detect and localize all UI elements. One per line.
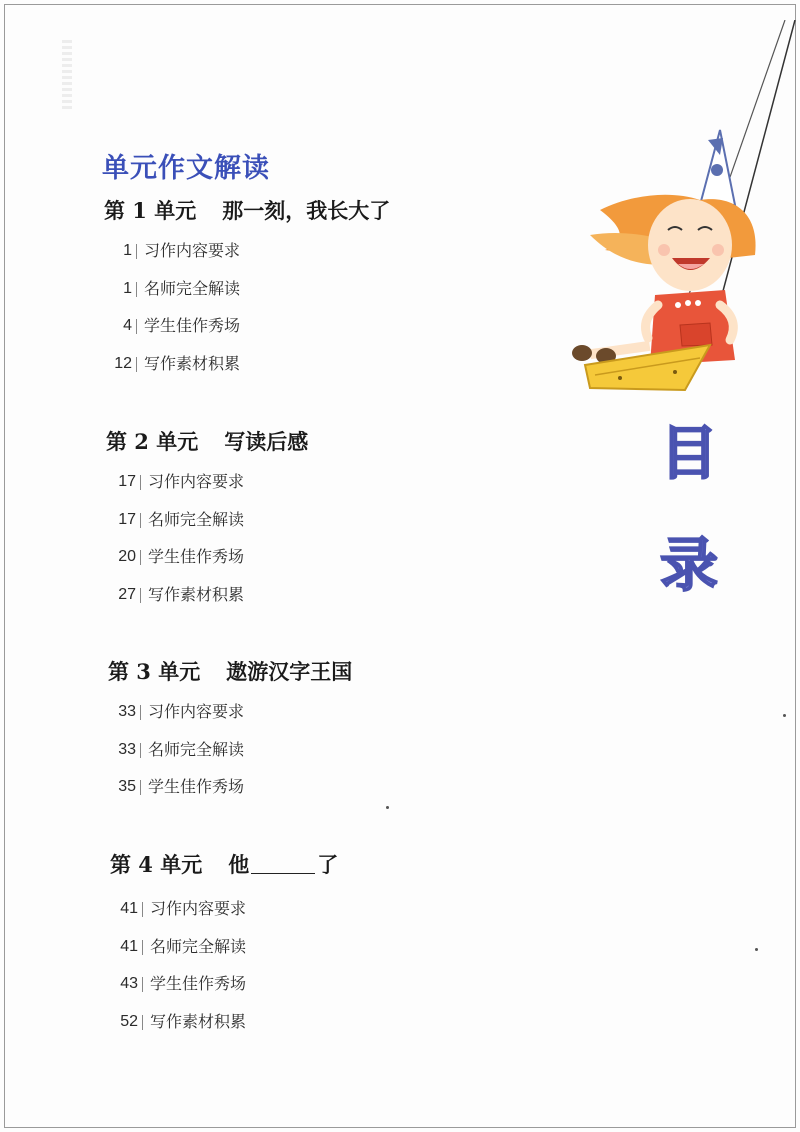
page-number: 35 [118, 778, 136, 795]
page-number: 12 [114, 354, 132, 372]
unit-number: 第 2 单元 [106, 429, 199, 454]
page-number: 52 [120, 1012, 138, 1030]
unit-1 [104, 196, 390, 376]
toc-entry[interactable] [104, 693, 348, 731]
section-title: 单元作文解读 [102, 153, 270, 184]
entry-label: 学生佳作秀场 [150, 974, 247, 993]
unit-name [228, 850, 338, 880]
toc-entry[interactable] [100, 232, 386, 270]
entry-label: 学生佳作秀场 [148, 777, 245, 796]
unit-name: 那一刻，我长大了 [222, 198, 391, 223]
unit-2 [106, 427, 308, 607]
speck [783, 714, 786, 717]
unit-heading[interactable] [104, 196, 390, 226]
unit-number: 第 1 单元 [104, 198, 197, 223]
separator [140, 743, 141, 758]
page-number: 33 [118, 740, 136, 758]
entry-label: 名师完全解读 [148, 509, 245, 529]
page-number: 33 [118, 703, 136, 720]
separator [140, 588, 141, 603]
unit-name-prefix: 他 [228, 852, 250, 877]
hat-icon [700, 130, 735, 205]
page-number: 1 [123, 242, 132, 259]
page-number: 41 [120, 900, 138, 917]
toc-entry[interactable] [100, 345, 386, 383]
separator [140, 550, 141, 565]
entry-label: 名师完全解读 [150, 936, 247, 956]
entry-label: 习作内容要求 [148, 702, 245, 721]
unit-name: 遨游汉字王国 [226, 659, 353, 684]
separator [136, 357, 137, 372]
separator [142, 1015, 143, 1030]
toc-entry[interactable] [104, 463, 306, 501]
unit-number: 第 4 单元 [110, 852, 203, 877]
girl-on-swing-illustration [560, 20, 800, 400]
unit-heading[interactable] [110, 850, 338, 880]
entry-label: 习作内容要求 [148, 472, 245, 491]
entry-label: 名师完全解读 [148, 739, 245, 759]
face-icon [648, 199, 732, 291]
separator [140, 475, 141, 490]
separator [136, 319, 137, 334]
entry-label: 写作素材积累 [148, 584, 245, 604]
separator [140, 513, 141, 528]
side-title-char: 录 [660, 531, 719, 599]
entry-label: 名师完全解读 [144, 278, 241, 298]
unit-name-suffix: 了 [317, 852, 339, 877]
page-number: 4 [123, 317, 132, 334]
page-number: 27 [118, 585, 136, 603]
page-number: 1 [123, 279, 132, 297]
unit-4 [110, 850, 338, 1030]
entry-label: 写作素材积累 [150, 1011, 247, 1031]
speck [755, 948, 758, 951]
side-title-char: 目 [660, 419, 719, 487]
toc-entry[interactable] [104, 501, 306, 539]
toc-entry[interactable] [100, 307, 386, 345]
unit-number: 第 3 单元 [108, 659, 201, 684]
toc-entry[interactable] [100, 270, 386, 308]
toc-entry[interactable] [106, 928, 334, 966]
separator [142, 977, 143, 992]
page-number: 43 [120, 975, 138, 992]
entry-label: 学生佳作秀场 [144, 316, 241, 335]
page-number: 20 [118, 548, 136, 565]
fill-in-blank [251, 855, 315, 874]
separator [140, 780, 141, 795]
separator [136, 282, 137, 297]
page-number: 41 [120, 937, 138, 955]
page-number: 17 [118, 473, 136, 490]
separator [142, 902, 143, 917]
toc-entry[interactable] [106, 890, 334, 928]
speck [386, 806, 389, 809]
unit-heading[interactable] [106, 427, 308, 457]
toc-entry[interactable] [104, 768, 348, 806]
toc-entry[interactable] [104, 538, 306, 576]
separator [136, 244, 137, 259]
unit-3 [108, 657, 352, 800]
unit-heading[interactable] [108, 657, 352, 687]
toc-entry[interactable] [104, 731, 348, 769]
entry-label: 学生佳作秀场 [148, 547, 245, 566]
toc-entry[interactable] [106, 1003, 334, 1041]
toc-entry[interactable] [106, 965, 334, 1003]
page-number: 17 [118, 510, 136, 528]
toc-entry[interactable] [104, 576, 306, 614]
scan-artifact [62, 40, 72, 110]
separator [140, 705, 141, 720]
separator [142, 940, 143, 955]
unit-name: 写读后感 [224, 429, 309, 454]
entry-label: 习作内容要求 [150, 899, 247, 918]
entry-label: 习作内容要求 [144, 241, 241, 260]
entry-label: 写作素材积累 [144, 353, 241, 373]
